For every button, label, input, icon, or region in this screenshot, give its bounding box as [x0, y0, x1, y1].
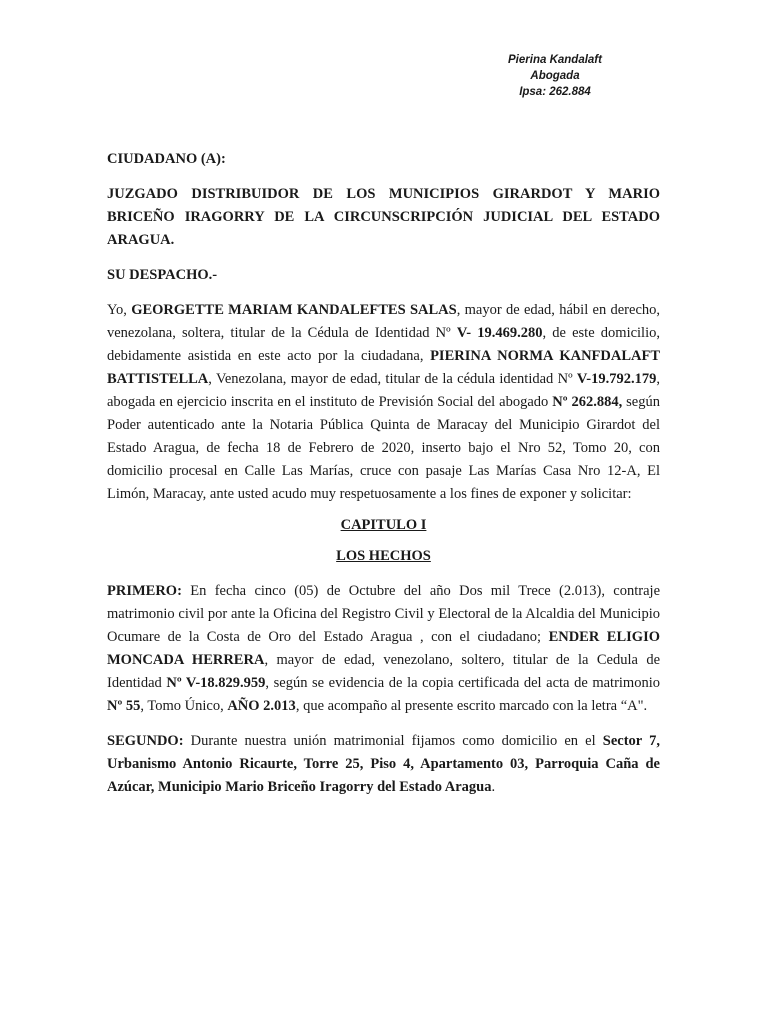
primero-text-5: , que acompaño al presente escrito marcado con la letra “A". [295, 698, 648, 714]
salutation: CIUDADANO (A): [107, 151, 226, 167]
letterhead-ipsa: Ipsa: 262.884 [519, 86, 591, 98]
attorney-id: V-19.792.179 [576, 371, 657, 387]
chapter-title: LOS HECHOS [336, 548, 431, 564]
intro-text-5: , abogada en ejercicio inscrita en el instituto de Previsión Social del abogado [107, 371, 660, 410]
spouse-id: Nº V-18.829.959 [166, 675, 266, 691]
primero-text-3: , según se evidencia de la copia certificada del acta de matrimonio [265, 675, 660, 691]
segundo-paragraph [107, 730, 660, 799]
petitioner-id: V- 19.469.280 [456, 325, 543, 341]
intro-text-2: , mayor de edad, hábil en derecho, venezolana, soltera, titular de la Cédula de Identidad Nº [107, 302, 661, 341]
letterhead [480, 52, 630, 100]
act-number: Nº 55 [107, 698, 141, 714]
domicile-address: Sector 7, Urbanismo Antonio Ricaurte, Torre 25, Piso 4, Apartamento 03, Parroquia Caña de Azúcar, Municipio Mario Briceño Iragorry del Estado Aragua [107, 733, 660, 795]
court-name: JUZGADO DISTRIBUIDOR DE LOS MUNICIPIOS GIRARDOT Y MARIO BRICEÑO IRAGORRY DE LA CIRCUNSCRIPCIÓN JUDICIAL DEL ESTADO ARAGUA. [107, 186, 660, 248]
document-body [107, 148, 660, 799]
segundo-text-2: . [491, 779, 496, 795]
primero-text-2: , mayor de edad, venezolano, soltero, titular de la Cedula de Identidad [107, 652, 661, 691]
primero-text-4: , Tomo Único, [140, 698, 228, 714]
primero-label: PRIMERO: [107, 583, 182, 599]
primero-text-1: En fecha cinco (05) de Octubre del año Dos mil Trece (2.013), contraje matrimonio civil por ante la Oficina del Registro Civil y Electoral de la Alcaldia del Municipio Ocumare de la Costa de Oro del Estado Aragua , con el ciudadano; [107, 583, 660, 645]
intro-paragraph [107, 299, 660, 506]
segundo-text-1: Durante nuestra unión matrimonial fijamos como domicilio en el [183, 733, 603, 749]
su-despacho: SU DESPACHO.- [107, 267, 218, 283]
intro-text-6: según Poder autenticado ante la Notaria Pública Quinta de Maracay del Municipio Girardot del Estado Aragua, de fecha 18 de Febrero de 2020, inserto bajo el Nro 52, Tomo 20, con domicilio procesal en Calle Las Marías, cruce con pasaje Las Marías Casa Nro 12-A, El Limón, Maracay, ante usted acudo muy respetuosamente a los fines de exponer y solicitar: [107, 394, 660, 502]
act-year: AÑO 2.013 [227, 698, 296, 714]
petitioner-name: GEORGETTE MARIAM KANDALEFTES SALAS [131, 302, 457, 318]
attorney-name: PIERINA NORMA KANFDALAFT BATTISTELLA [107, 348, 661, 387]
letterhead-name: Pierina Kandalaft [508, 54, 602, 66]
spouse-name: ENDER ELIGIO MONCADA HERRERA [107, 629, 660, 668]
primero-paragraph [107, 580, 660, 718]
attorney-ipsa: Nº 262.884, [552, 394, 623, 410]
letterhead-title: Abogada [530, 70, 580, 82]
intro-text-1: Yo, [107, 302, 132, 318]
chapter-number: CAPITULO I [340, 517, 427, 533]
segundo-label: SEGUNDO: [107, 733, 184, 749]
intro-text-4: , Venezolana, mayor de edad, titular de la cédula identidad Nº [208, 371, 577, 387]
intro-text-3: , de este domicilio, debidamente asistida en este acto por la ciudadana, [107, 325, 660, 364]
